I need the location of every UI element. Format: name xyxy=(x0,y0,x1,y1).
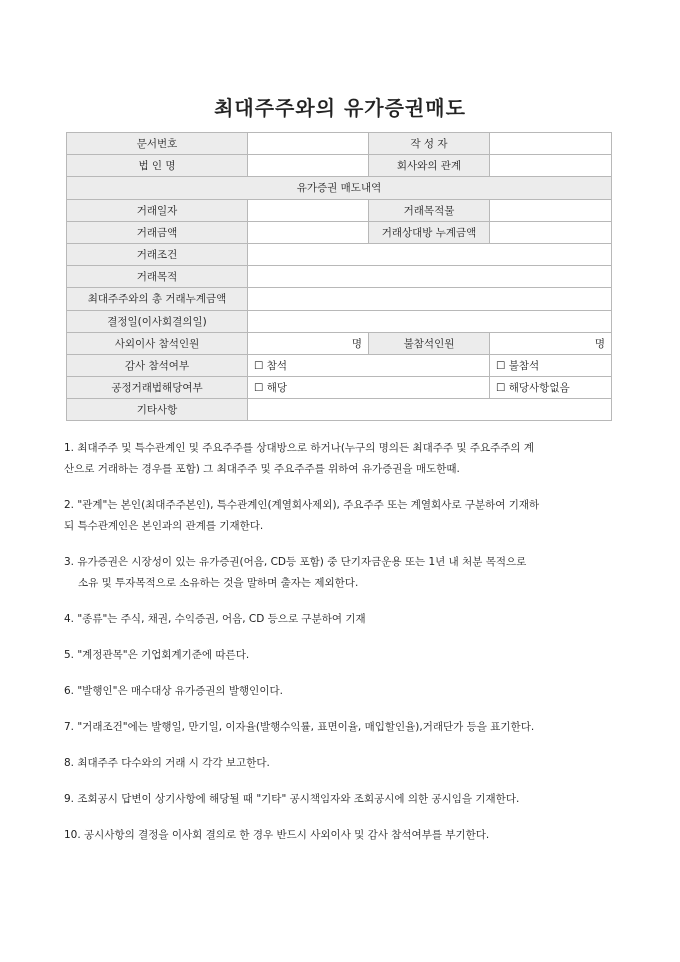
trade-object-field[interactable] xyxy=(490,199,612,221)
table-row xyxy=(67,221,612,243)
table-row xyxy=(67,354,612,376)
section-header: 유가증권 매도내역 xyxy=(67,177,612,199)
writer-label: 작 성 자 xyxy=(369,133,490,155)
note-6: 6. "발행인"은 매수대상 유가증권의 발행인이다. xyxy=(64,685,283,697)
doc-no-field[interactable] xyxy=(248,133,369,155)
note-2 xyxy=(64,495,620,537)
relation-field[interactable] xyxy=(490,155,612,177)
corp-name-field[interactable] xyxy=(248,155,369,177)
trade-purpose-field[interactable] xyxy=(248,266,612,288)
note-8: 8. 최대주주 다수와의 거래 시 각각 보고한다. xyxy=(64,757,270,769)
trade-date-field[interactable] xyxy=(248,199,369,221)
table-row xyxy=(67,288,612,310)
trade-amount-label: 거래금액 xyxy=(67,221,248,243)
note-10: 10. 공시사항의 결정을 이사회 결의로 한 경우 반드시 사외이사 및 감사 참석여부를 부기한다. xyxy=(64,829,490,841)
trade-object-label: 거래목적물 xyxy=(369,199,490,221)
disclosure-form-table xyxy=(66,132,612,421)
table-row xyxy=(67,266,612,288)
notes-section xyxy=(64,438,620,861)
table-row xyxy=(67,332,612,354)
note-1-line-2: 산으로 거래하는 경우를 포함) 그 최대주주 및 주요주주를 위하여 유가증권을 매도한때. xyxy=(64,463,460,475)
absent-field[interactable]: 명 xyxy=(490,332,612,354)
auditor-attend-checkbox[interactable]: ☐ 참석 xyxy=(248,354,490,376)
trade-terms-label: 거래조건 xyxy=(67,243,248,265)
table-row xyxy=(67,243,612,265)
note-1-line-1: 1. 최대주주 및 특수관계인 및 주요주주를 상대방으로 하거나(누구의 명의든 최대주주 및 주요주주의 계 xyxy=(64,442,535,454)
note-1 xyxy=(64,438,620,480)
doc-no-label: 문서번호 xyxy=(67,133,248,155)
absent-label: 불참석인원 xyxy=(369,332,490,354)
trade-date-label: 거래일자 xyxy=(67,199,248,221)
note-2-line-2: 되 특수관계인은 본인과의 관계를 기재한다. xyxy=(64,520,264,532)
table-row xyxy=(67,133,612,155)
trade-amount-field[interactable] xyxy=(248,221,369,243)
note-3 xyxy=(64,552,620,594)
fair-trade-label: 공정거래법해당여부 xyxy=(67,377,248,399)
total-cumulative-label: 최대주주와의 총 거래누계금액 xyxy=(67,288,248,310)
decision-date-field[interactable] xyxy=(248,310,612,332)
note-7: 7. "거래조건"에는 발행일, 만기일, 이자율(발행수익률, 표면이율, 매입할인율),거래단가 등을 표기한다. xyxy=(64,721,535,733)
other-label: 기타사항 xyxy=(67,399,248,421)
page-title: 최대주주와의 유가증권매도 xyxy=(214,96,466,120)
relation-label: 회사와의 관계 xyxy=(369,155,490,177)
writer-field[interactable] xyxy=(490,133,612,155)
auditor-label: 감사 참석여부 xyxy=(67,354,248,376)
auditor-absent-checkbox[interactable]: ☐ 불참석 xyxy=(490,354,612,376)
total-cumulative-field[interactable] xyxy=(248,288,612,310)
table-row xyxy=(67,399,612,421)
decision-date-label: 결정일(이사회결의일) xyxy=(67,310,248,332)
fair-trade-applicable-checkbox[interactable]: ☐ 해당 xyxy=(248,377,490,399)
note-3-line-2: 소유 및 투자목적으로 소유하는 것을 말하며 출자는 제외한다. xyxy=(78,577,359,589)
table-row xyxy=(67,310,612,332)
outside-attend-label: 사외이사 참석인원 xyxy=(67,332,248,354)
outside-attend-field[interactable]: 명 xyxy=(248,332,369,354)
other-field[interactable] xyxy=(248,399,612,421)
note-2-line-1: 2. "관계"는 본인(최대주주본인), 특수관계인(계열회사제외), 주요주주 또는 계열회사로 구분하여 기재하 xyxy=(64,499,540,511)
table-row xyxy=(67,199,612,221)
fair-trade-na-checkbox[interactable]: ☐ 해당사항없음 xyxy=(490,377,612,399)
note-4: 4. "종류"는 주식, 채권, 수익증권, 어음, CD 등으로 구분하여 기재 xyxy=(64,613,366,625)
counterparty-total-label: 거래상대방 누계금액 xyxy=(369,221,490,243)
table-row xyxy=(67,155,612,177)
note-5: 5. "계정관목"은 기업회계기준에 따른다. xyxy=(64,649,250,661)
trade-terms-field[interactable] xyxy=(248,243,612,265)
note-9: 9. 조회공시 답변이 상기사항에 해당될 때 "기타" 공시책임자와 조회공시에 의한 공시임을 기재한다. xyxy=(64,793,520,805)
note-3-line-1: 3. 유가증권은 시장성이 있는 유가증권(어음, CD등 포함) 중 단기자금운용 또는 1년 내 처분 목적으로 xyxy=(64,556,527,568)
table-row xyxy=(67,177,612,199)
corp-name-label: 법 인 명 xyxy=(67,155,248,177)
trade-purpose-label: 거래목적 xyxy=(67,266,248,288)
counterparty-total-field[interactable] xyxy=(490,221,612,243)
table-row xyxy=(67,377,612,399)
